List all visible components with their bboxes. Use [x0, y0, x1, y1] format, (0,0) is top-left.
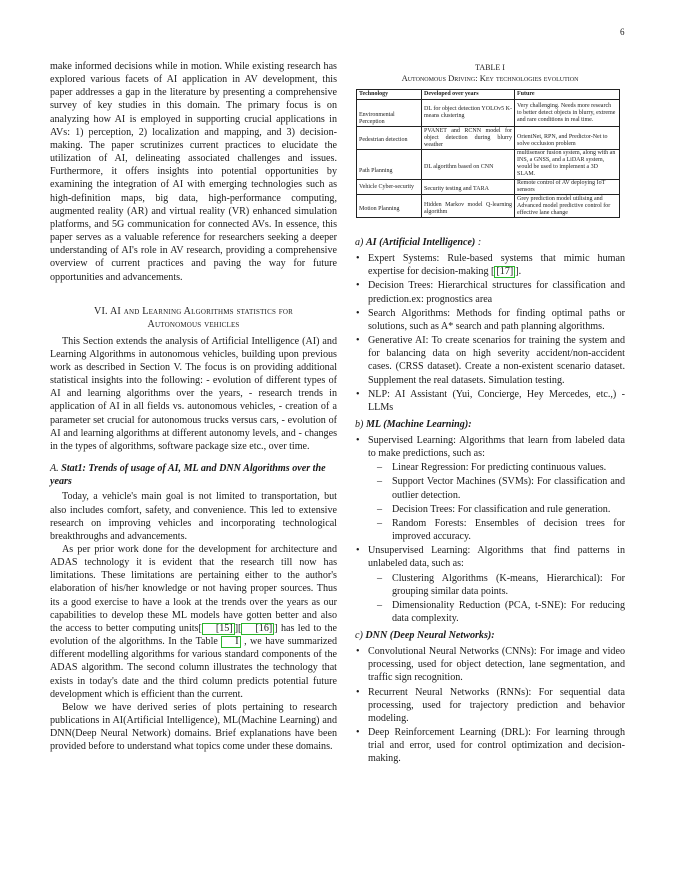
table-header-cell: Technology [357, 90, 422, 100]
table-cell: DL algorithm based on CNN [422, 149, 515, 179]
paragraph-2-text-b: ] has led to the evolution of the algorithms. In the Table [50, 622, 337, 648]
citation-link-17[interactable]: [17] [496, 266, 514, 278]
intro-paragraph: make informed decisions while in motion. While existing research has explored various facets of AI application in AV development, this paper addresses a gap in the literature by presenting a comprehensive survey of key studies in this domain. The primary focus is on analyzing how AI is employed in supporting crucial applications in AVs: 1) perception, 2) localization and mapping, and 3) decision-making. The paper scrutinizes current practices to elucidate the utilization of AI, delineating associated challenges and issues. Furthermore, it offers insights into potential opportunities by examining the integration of AI with emerging technologies such as high-definition maps, big data, high-performance computing, augmented reality (AR) and virtual reality (VR) enhanced simulation platforms, and 5G communication for connected AVs. In essence, this paper serves as a valuable reference for researchers seeking a deeper understanding of AI's role in AV research, providing a comprehensive overview of current practices and paving the way for future opportunities and advancements. [50, 61, 337, 283]
ai-item-text: Decision Trees: Hierarchical structures for classification and prediction.ex: prognostics area [368, 280, 625, 305]
dnn-item-text: Deep Reinforcement Learning (DRL): For learning through trial and error, used for control optimization and decision-making. [368, 727, 625, 765]
section-paragraph: This Section extends the analysis of Artificial Intelligence (AI) and Learning Algorithms in autonomous vehicles, building upon previous work as described in Section V. The focus is on providing additional statistical insights into the following: - evolution of different types of AI and learning algorithms over the years, - research trends in application of AI in all fields vs. autonomous vehicles, - creation of a parameter set crucial for autonomous trucks versus cars, - evolution of AI and learning algorithms at different autonomy levels, and - changes in the types of algorithms, software package size etc., over time. [50, 335, 337, 452]
list-item: • Expert Systems: Rule-based systems that mimic human expertise for decision-making [ [17] ]. [356, 253, 625, 278]
table-row [357, 127, 620, 150]
table-cell: multisensor fusion system, along with an INS, a GNSS, and a LiDAR system, would be used to implement a 3D SLAM. [515, 149, 620, 179]
table-cell: Security testing and TARA [422, 179, 515, 195]
sub-item-text: Decision Trees: For classification and rule generation. [392, 503, 611, 515]
ai-heading-title: AI (Artificial Intelligence) [365, 237, 476, 249]
unsupervised-sublist [368, 572, 625, 626]
table-cell: DL for object detection YOLOv5 K-means clustering [422, 99, 515, 126]
subsection-label: A. [50, 463, 59, 475]
list-item: • Supervised Learning: Algorithms that learn from labeled data to make predictions, such as: – Linear Regression: For predicting continuous values. – Support Vector Machines (SVMs): For classification and outlier detection. – Decision Trees: For classification and rule generation. – Random Forests: Ensembles of decision trees for improved accuracy. [356, 434, 625, 543]
section-heading-line2: Autonomous vehicles [147, 318, 240, 330]
table-caption-title: Autonomous Driving: Key technologies evolution [401, 73, 579, 83]
table-cell: Grey prediction model utilising and Advanced model predictive control for effective lane change [515, 195, 620, 218]
list-item: • Unsupervised Learning: Algorithms that find patterns in unlabeled data, such as: – Clustering Algorithms (K-means, Hierarchical): For grouping similar data points. – Dimensionality Reduction (PCA, t-SNE): For reducing data complexity. [356, 545, 625, 624]
paragraph-2-text-c: , we have summarized different modelling algorithms for various standard components of the ADAS algorithm. The second column illustrates the technology that exists in today's date and the third column predicts potential future development which is efficient than the current. [50, 636, 337, 700]
table-cell: Pedestrian detection [357, 127, 422, 150]
table-cell: Very challenging. Needs more research to better detect objects in blurry, extreme and rare conditions in real time. [515, 99, 620, 126]
list-item: • Convolutional Neural Networks (CNNs): For image and video processing, used for object detection, lane segmentation, and traffic sign recognition. [356, 646, 625, 684]
sub-list-item: – Clustering Algorithms (K-means, Hierarchical): For grouping similar data points. [377, 572, 625, 597]
subsection-heading [50, 462, 337, 488]
paragraph-3: Below we have derived series of plots pertaining to research publications in AI(Artificial Intelligence), ML(Machine Learning) and DNN(Deep Neural Network) domains. Brief explanations have been provided before to understand what topics come under these domains. [50, 701, 337, 753]
table-header-cell: Developed over years [422, 90, 515, 100]
table-cell: Environmental Perception [357, 99, 422, 126]
supervised-sublist [368, 461, 625, 543]
paragraph-2-text-mid: ][ [234, 622, 242, 634]
table-cell: Motion Planning [357, 195, 422, 218]
sub-item-text: Random Forests: Ensembles of decision trees for improved accuracy. [392, 517, 625, 543]
sub-item-text: Linear Regression: For predicting continuous values. [392, 462, 607, 474]
page-number: 6 [620, 27, 625, 37]
list-item: • Search Algorithms: Methods for finding optimal paths or solutions, such as A* search and path planning algorithms. [356, 307, 625, 332]
list-item: • Decision Trees: Hierarchical structures for classification and prediction.ex: prognostics area [356, 280, 625, 305]
dnn-item-text: Recurrent Neural Networks (RNNs): For sequential data processing, used for trajectory prediction and behavior modeling. [368, 686, 625, 724]
table-caption [355, 63, 625, 83]
paragraph-1: Today, a vehicle's main goal is not limited to transportation, but also includes comfort, safety, and convenience. This led to extensive research on improving vehicles and incorporating technological breakthroughs and advancements. [50, 491, 337, 542]
right-column [355, 60, 625, 767]
technology-table [356, 89, 620, 218]
sub-item-text: Support Vector Machines (SVMs): For classification and outlier detection. [392, 476, 625, 501]
table-row [357, 179, 620, 195]
section-heading [50, 305, 337, 331]
paragraph-2-text-a: As per prior work done for the development for architecture and ADAS technology it is evident that the research till now has limitations. These limitations are pertaining either to the author's elaboration of his/her knowledge or not having proper sources. Thus its a good exercise to have a look at the trends over the years as our capabilities to develop these ML models have gotten better and also the access to better computing units[ [50, 544, 337, 634]
dnn-heading-title: DNN (Deep Neural Networks): [365, 630, 495, 642]
dnn-list [355, 645, 625, 765]
ai-item-text: Search Algorithms: Methods for finding optimal paths or solutions, such as A* search and path planning algorithms. [368, 307, 625, 332]
ml-heading [355, 418, 625, 431]
table-row [357, 149, 620, 179]
sub-list-item: – Decision Trees: For classification and rule generation. [377, 503, 611, 515]
ml-heading-label: b) [355, 418, 364, 430]
dnn-item-text: Convolutional Neural Networks (CNNs): For image and video processing, used for object detection, lane segmentation, and traffic sign recognition. [368, 646, 625, 684]
ai-item-text-end: ]. [515, 266, 522, 278]
list-item: • Deep Reinforcement Learning (DRL): For learning through trial and error, used for control optimization and decision-making. [356, 727, 625, 765]
citation-link-16[interactable]: [16] [241, 623, 274, 635]
sub-list-item: – Dimensionality Reduction (PCA, t-SNE): For reducing data complexity. [377, 599, 625, 624]
ai-heading-suffix: : [475, 237, 482, 249]
dnn-heading [355, 629, 625, 642]
section-heading-line1: VI. AI and Learning Algorithms statistics for [94, 305, 293, 317]
sub-item-text: Clustering Algorithms (K-means, Hierarchical): For grouping similar data points. [392, 572, 625, 597]
table-cell: Remote control of AV deploying IoT sensors [515, 179, 620, 195]
ml-list [355, 434, 625, 625]
ml-heading-title: ML (Machine Learning): [365, 418, 472, 430]
table-link-1[interactable]: I [221, 636, 240, 648]
subsection-title: Stat1: Trends of usage of AI, ML and DNN Algorithms over the years [50, 463, 326, 488]
sub-list-item: – Support Vector Machines (SVMs): For classification and outlier detection. [377, 476, 625, 501]
table-header-row [357, 90, 620, 100]
table-cell: Hidden Markov model Q-learning algorithm [422, 195, 515, 218]
ml-supervised-text: Supervised Learning: Algorithms that learn from labeled data to make predictions, such as: [368, 434, 625, 460]
table-cell: PVANET and RCNN model for object detection during blurry weather [422, 127, 515, 150]
table-cell: OrientNet, RPN, and Predictor-Net to solve occlusion problem [515, 127, 620, 150]
ai-item-text: Generative AI: To create scenarios for training the system and for balancing data on high severity accident/non-accident cases. (CRSS dataset). Create a non-existent scenario dataset. Supplement the real datasets. Simulation testing. [368, 335, 625, 386]
citation-link-15[interactable]: [15] [202, 623, 235, 635]
sub-list-item: – Linear Regression: For predicting continuous values. [377, 462, 607, 474]
table-caption-number: TABLE I [475, 63, 505, 72]
ai-list [355, 252, 625, 414]
list-item: • Recurrent Neural Networks (RNNs): For sequential data processing, used for trajectory prediction and behavior modeling. [356, 686, 625, 724]
list-item: • Generative AI: To create scenarios for training the system and for balancing data on high severity accident/non-accident cases. (CRSS dataset). Create a non-existent scenario dataset. Supplement the real datasets. Simulation testing. [356, 335, 625, 386]
table-header-cell: Future [515, 90, 620, 100]
ai-item-text: NLP: AI Assistant (Yui, Concierge, Hey Mercedes, etc.,) - LLMs [368, 388, 625, 413]
list-item: • NLP: AI Assistant (Yui, Concierge, Hey Mercedes, etc.,) - LLMs [356, 388, 625, 413]
sub-item-text: Dimensionality Reduction (PCA, t-SNE): For reducing data complexity. [392, 599, 625, 624]
ai-item-text: Expert Systems: Rule-based systems that mimic human expertise for decision-making [ [368, 253, 625, 278]
ai-heading-label: a) [355, 237, 364, 249]
sub-list-item: – Random Forests: Ensembles of decision trees for improved accuracy. [377, 517, 625, 543]
left-column [50, 60, 337, 754]
table-row [357, 195, 620, 218]
table-cell: Vehicle Cyber-security [357, 179, 422, 195]
table-row [357, 99, 620, 126]
ai-heading [355, 236, 625, 249]
paragraph-2 [50, 543, 337, 701]
dnn-heading-label: c) [355, 630, 363, 642]
ml-unsupervised-text: Unsupervised Learning: Algorithms that find patterns in unlabeled data, such as: [368, 545, 625, 570]
table-cell: Path Planning [357, 149, 422, 179]
